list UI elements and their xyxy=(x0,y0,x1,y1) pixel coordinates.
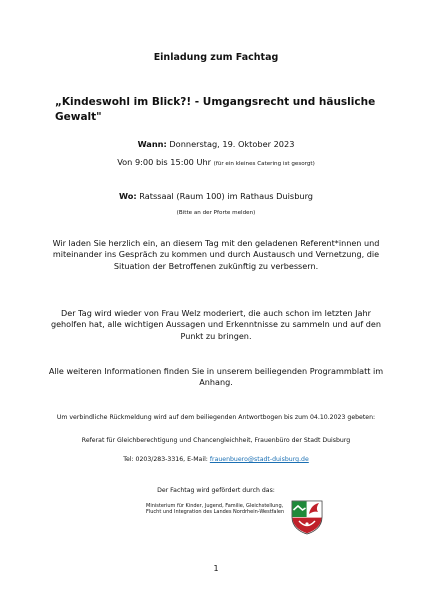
page-number: 1 xyxy=(213,564,219,573)
reply-request: Um verbindliche Rückmeldung wird auf dem beiliegenden Antwortbogen bis zum 04.10.2023 gebeten: xyxy=(56,414,376,421)
information-paragraph: Alle weiteren Informationen finden Sie in unserem beiliegenden Programmblatt im Anhang. xyxy=(48,366,384,388)
event-date xyxy=(0,139,432,149)
funding-note: Der Fachtag wird gefördert durch das: xyxy=(157,487,275,494)
moderation-paragraph: Der Tag wird wieder von Frau Welz moderiert, die auch schon im letzten Jahr geholfen hat, alle wichtigen Aussagen und Erkenntnisse zu sammeln und auf den Punkt zu bringen. xyxy=(50,308,382,341)
ministry-logo xyxy=(146,498,324,538)
ministry-name: Ministerium für Kinder, Jugend, Familie, Gleichstellung, Flucht und Integration des Landes Nordrhein-Westfalen xyxy=(146,503,285,516)
location-note: (Bitte an der Pforte melden) xyxy=(176,210,256,216)
invitation-paragraph: Wir laden Sie herzlich ein, an diesem Tag mit den geladenen Referent*innen und miteinander ins Gespräch zu kommen und durch Austausch und Vernetzung, die Situation der Betroffenen zukünftig zu verbessern. xyxy=(52,238,380,271)
time-text: Von 9:00 bis 15:00 Uhr xyxy=(117,157,212,167)
where-value: Ratssaal (Raum 100) im Rathaus Duisburg xyxy=(139,191,314,201)
event-location xyxy=(0,191,432,201)
when-value: Donnerstag, 19. Oktober 2023 xyxy=(169,139,295,149)
document-heading: Einladung zum Fachtag xyxy=(153,52,279,63)
nrw-crest-icon xyxy=(290,499,324,535)
office-name: Referat für Gleichberechtigung und Chancengleichheit, Frauenbüro der Stadt Duisburg xyxy=(81,437,351,444)
event-title: „Kindeswohl im Blick?! - Umgangsrecht und häusliche Gewalt" xyxy=(55,96,376,124)
event-time xyxy=(0,157,432,167)
contact-phone: Tel: 0203/283-3316, E-Mail: xyxy=(123,456,210,463)
where-label: Wo: xyxy=(118,191,137,201)
catering-note: (für ein kleines Catering ist gesorgt) xyxy=(213,161,315,167)
email-link[interactable]: frauenbuero@stadt-duisburg.de xyxy=(209,456,309,463)
when-label: Wann: xyxy=(137,139,167,149)
contact-line xyxy=(0,456,432,463)
